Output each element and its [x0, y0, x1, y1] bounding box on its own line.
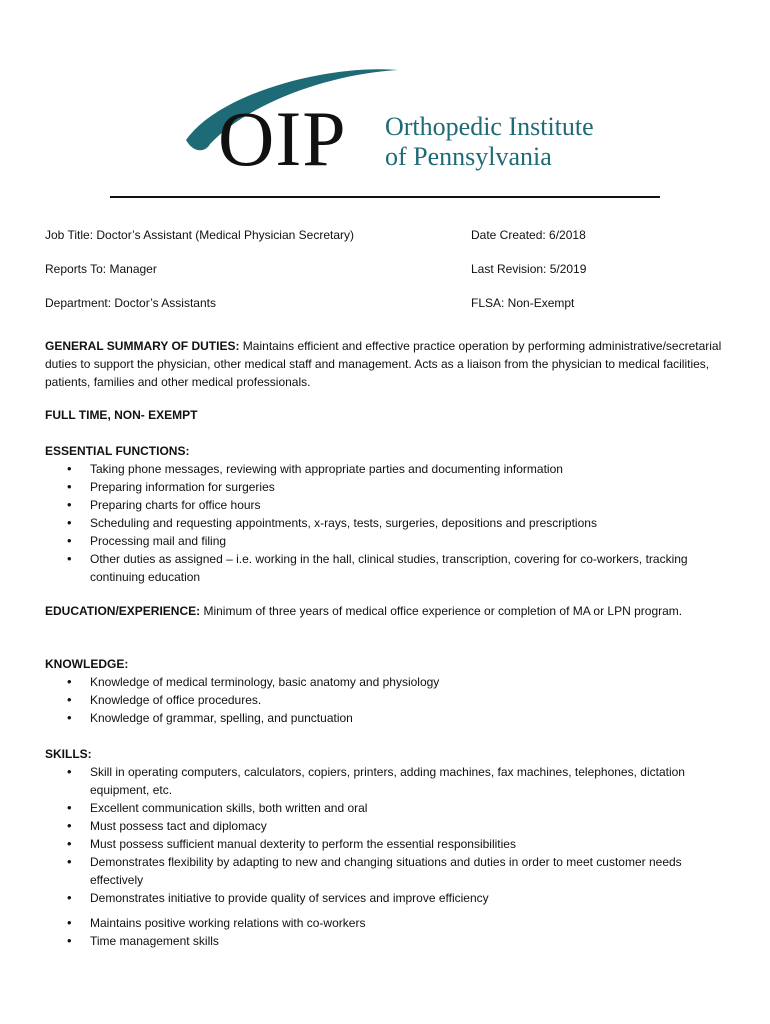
essential-heading: ESSENTIAL FUNCTIONS:	[45, 444, 190, 458]
summary-text: Maintains efficient and effective practice operation by performing administrative/secretarial duties to support the physician, other medical staff and management. Acts as a liaison from the physician to medical facilities, patients, families and other medical professionals.	[45, 339, 722, 389]
skills-list	[45, 763, 725, 907]
list-item: • Demonstrates initiative to provide quality of services and improve efficiency	[45, 889, 725, 907]
list-item: • Maintains positive working relations with co-workers	[45, 914, 725, 932]
list-item: • Preparing charts for office hours	[45, 496, 725, 514]
list-item: • Knowledge of grammar, spelling, and punctuation	[45, 709, 725, 727]
summary-heading: GENERAL SUMMARY OF DUTIES:	[45, 339, 240, 353]
header-divider	[110, 196, 660, 198]
list-item: • Demonstrates flexibility by adapting to new and changing situations and duties in order to meet customer needs effectively	[45, 853, 725, 889]
list-item: • Must possess tact and diplomacy	[45, 817, 725, 835]
last-revision: Last Revision: 5/2019	[471, 262, 587, 276]
employment-status: FULL TIME, NON- EXEMPT	[45, 408, 198, 422]
list-item: • Time management skills	[45, 932, 725, 950]
list-item: • Must possess sufficient manual dexterity to perform the essential responsibilities	[45, 835, 725, 853]
date-created: Date Created: 6/2018	[471, 228, 586, 242]
list-item: • Knowledge of medical terminology, basic anatomy and physiology	[45, 673, 725, 691]
list-item: • Other duties as assigned – i.e. working in the hall, clinical studies, transcription, covering for co-workers, tracking continuing education	[45, 550, 725, 586]
list-item: • Preparing information for surgeries	[45, 478, 725, 496]
education-heading: EDUCATION/EXPERIENCE:	[45, 604, 201, 618]
education-experience	[45, 602, 725, 620]
skills-list-continued	[45, 914, 725, 950]
list-item: • Processing mail and filing	[45, 532, 725, 550]
knowledge-list	[45, 673, 725, 727]
logo-name-line-2: of Pennsylvania	[385, 142, 552, 171]
department: Department: Doctor’s Assistants	[45, 296, 216, 310]
knowledge-section	[45, 655, 725, 727]
job-title: Job Title: Doctor’s Assistant (Medical Physician Secretary)	[45, 228, 355, 242]
company-logo	[180, 62, 620, 182]
list-item: • Knowledge of office procedures.	[45, 691, 725, 709]
list-item: • Skill in operating computers, calculators, copiers, printers, adding machines, fax machines, telephones, dictation equipment, etc.	[45, 763, 725, 799]
logo-letters: OIP	[218, 95, 347, 182]
general-summary	[45, 337, 725, 391]
education-text: Minimum of three years of medical office experience or completion of MA or LPN program.	[200, 604, 683, 618]
list-item: • Taking phone messages, reviewing with appropriate parties and documenting information	[45, 460, 725, 478]
knowledge-heading: KNOWLEDGE:	[45, 657, 129, 671]
reports-to: Reports To: Manager	[45, 262, 157, 276]
essential-functions	[45, 442, 725, 586]
essential-list	[45, 460, 725, 586]
logo-name-line-1: Orthopedic Institute	[385, 112, 594, 141]
list-item: • Scheduling and requesting appointments, x-rays, tests, surgeries, depositions and prescriptions	[45, 514, 725, 532]
logo-company-name	[385, 112, 594, 172]
skills-section	[45, 745, 725, 950]
list-item: • Excellent communication skills, both written and oral	[45, 799, 725, 817]
skills-heading: SKILLS:	[45, 747, 92, 761]
flsa-status: FLSA: Non-Exempt	[471, 296, 575, 310]
